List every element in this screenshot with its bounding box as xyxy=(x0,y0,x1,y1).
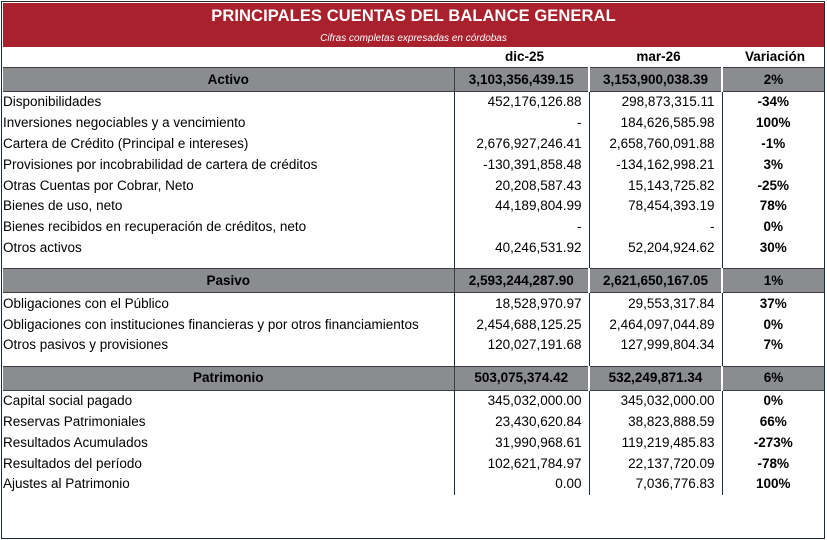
column-header-period-2: mar-26 xyxy=(636,49,681,64)
row-variation: 0% xyxy=(722,390,824,411)
section-total-period-2: 532,249,871.34 xyxy=(589,366,722,390)
row-value-period-1: 23,430,620.84 xyxy=(454,412,589,433)
table-row xyxy=(3,293,824,314)
row-label: Bienes de uso, neto xyxy=(3,198,123,214)
row-variation: 0% xyxy=(722,217,824,238)
row-variation: -78% xyxy=(722,453,824,474)
row-label: Otros activos xyxy=(3,239,82,255)
row-value-period-1: 40,246,531.92 xyxy=(454,238,589,259)
row-variation: 100% xyxy=(722,113,824,134)
row-value-period-2: 119,219,485.83 xyxy=(589,432,722,453)
row-value-period-2: - xyxy=(589,217,722,238)
row-label: Capital social pagado xyxy=(3,393,133,409)
column-header-period-1: dic-25 xyxy=(504,49,545,64)
row-variation: 37% xyxy=(722,293,824,314)
row-value-period-2: 184,626,585.98 xyxy=(589,113,722,134)
row-value-period-2: 127,999,804.34 xyxy=(589,335,722,356)
row-label: Disponibilidades xyxy=(3,94,102,110)
section-total-period-2: 2,621,650,167.05 xyxy=(589,269,722,293)
row-variation: 100% xyxy=(722,474,824,495)
table-row xyxy=(3,390,824,411)
table-row xyxy=(3,154,824,175)
table-row xyxy=(3,474,824,495)
row-value-period-1: 44,189,804.99 xyxy=(454,196,589,217)
section-total-period-1: 3,103,356,439.15 xyxy=(454,68,589,92)
row-value-period-2: 7,036,776.83 xyxy=(589,474,722,495)
table-row xyxy=(3,134,824,155)
row-value-period-2: 29,553,317.84 xyxy=(589,293,722,314)
row-value-period-2: 345,032,000.00 xyxy=(589,390,722,411)
row-variation: -25% xyxy=(722,175,824,196)
section-label: Activo xyxy=(3,68,454,92)
title-banner xyxy=(3,3,824,47)
table-row xyxy=(3,412,824,433)
section-variation: 6% xyxy=(722,366,824,390)
page-subtitle: Cifras completas expresadas en córdobas xyxy=(320,33,507,44)
section-variation: 1% xyxy=(722,269,824,293)
row-label: Cartera de Crédito (Principal e intereses) xyxy=(3,135,249,151)
table-row xyxy=(3,113,824,134)
table-row xyxy=(3,314,824,335)
row-value-period-2: 78,454,393.19 xyxy=(589,196,722,217)
row-value-period-1: 345,032,000.00 xyxy=(454,390,589,411)
section-label: Patrimonio xyxy=(3,366,454,390)
row-value-period-1: 2,676,927,246.41 xyxy=(454,134,589,155)
section-spacer xyxy=(3,258,824,269)
row-value-period-2: 15,143,725.82 xyxy=(589,175,722,196)
row-value-period-1: 31,990,968.61 xyxy=(454,432,589,453)
section-header-activo xyxy=(3,68,824,92)
row-variation: 66% xyxy=(722,412,824,433)
row-value-period-2: -134,162,998.21 xyxy=(589,154,722,175)
row-label: Reservas Patrimoniales xyxy=(3,413,146,429)
row-value-period-1: 102,621,784.97 xyxy=(454,453,589,474)
row-variation: 3% xyxy=(722,154,824,175)
row-variation: 30% xyxy=(722,238,824,259)
row-value-period-1: 0.00 xyxy=(454,474,589,495)
row-label: Otras Cuentas por Cobrar, Neto xyxy=(3,177,194,193)
table-row xyxy=(3,92,824,113)
balance-table xyxy=(3,67,824,495)
column-header-variation: Variación xyxy=(744,49,806,64)
row-variation: -1% xyxy=(722,134,824,155)
row-label: Provisiones por incobrabilidad de cartera de créditos xyxy=(3,156,318,172)
section-total-period-2: 3,153,900,038.39 xyxy=(589,68,722,92)
section-spacer xyxy=(3,356,824,367)
row-value-period-1: 20,208,587.43 xyxy=(454,175,589,196)
table-row xyxy=(3,175,824,196)
row-value-period-2: 52,204,924.62 xyxy=(589,238,722,259)
row-value-period-1: 452,176,126.88 xyxy=(454,92,589,113)
row-variation: -34% xyxy=(722,92,824,113)
row-label: Obligaciones con instituciones financieras y por otros financiamientos xyxy=(3,316,419,332)
table-row xyxy=(3,335,824,356)
row-value-period-2: 298,873,315.11 xyxy=(589,92,722,113)
section-total-period-1: 503,075,374.42 xyxy=(454,366,589,390)
row-value-period-2: 22,137,720.09 xyxy=(589,453,722,474)
row-label: Otros pasivos y provisiones xyxy=(3,337,169,353)
page-title: PRINCIPALES CUENTAS DEL BALANCE GENERAL xyxy=(211,7,616,25)
row-variation: -273% xyxy=(722,432,824,453)
row-label: Ajustes al Patrimonio xyxy=(3,476,130,492)
section-header-patrimonio xyxy=(3,366,824,390)
table-row xyxy=(3,196,824,217)
row-value-period-1: 2,454,688,125.25 xyxy=(454,314,589,335)
row-variation: 0% xyxy=(722,314,824,335)
table-row xyxy=(3,453,824,474)
row-value-period-1: - xyxy=(454,113,589,134)
row-variation: 7% xyxy=(722,335,824,356)
row-label: Obligaciones con el Público xyxy=(3,295,169,311)
section-header-pasivo xyxy=(3,269,824,293)
row-value-period-1: 120,027,191.68 xyxy=(454,335,589,356)
row-value-period-2: 2,464,097,044.89 xyxy=(589,314,722,335)
row-value-period-1: -130,391,858.48 xyxy=(454,154,589,175)
row-label: Resultados del período xyxy=(3,455,142,471)
section-label: Pasivo xyxy=(3,269,454,293)
row-label: Bienes recibidos en recuperación de créditos, neto xyxy=(3,219,307,235)
row-label: Resultados Acumulados xyxy=(3,434,148,450)
row-value-period-1: 18,528,970.97 xyxy=(454,293,589,314)
section-total-period-1: 2,593,244,287.90 xyxy=(454,269,589,293)
table-row xyxy=(3,217,824,238)
row-label: Inversiones negociables y a vencimiento xyxy=(3,115,246,131)
row-value-period-1: - xyxy=(454,217,589,238)
row-value-period-2: 38,823,888.59 xyxy=(589,412,722,433)
row-value-period-2: 2,658,760,091.88 xyxy=(589,134,722,155)
table-row xyxy=(3,238,824,259)
section-variation: 2% xyxy=(722,68,824,92)
row-variation: 78% xyxy=(722,196,824,217)
table-row xyxy=(3,432,824,453)
